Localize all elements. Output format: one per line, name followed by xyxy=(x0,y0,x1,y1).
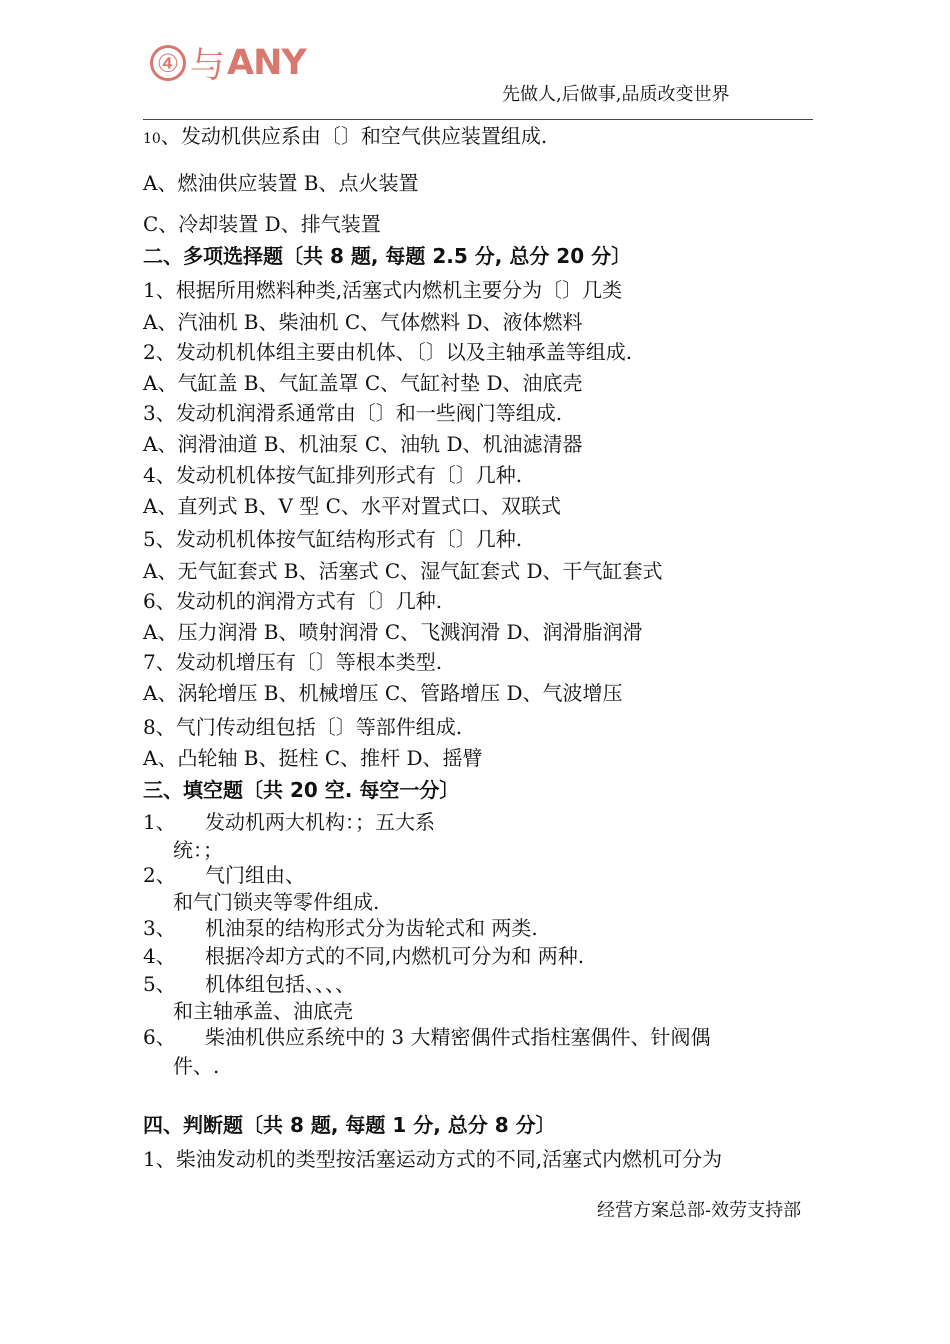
question-10 xyxy=(143,124,547,151)
logo-char: 与 xyxy=(190,46,226,86)
logo-glyph: ④ xyxy=(150,45,186,81)
fill-6-continuation: 件、. xyxy=(173,1054,220,1078)
question-10-options-1: A、燃油供应装置 B、点火装置 xyxy=(143,171,419,195)
fill-2-text: 气门组由、 xyxy=(205,863,305,887)
fill-1-number: 1、 xyxy=(143,810,176,834)
fill-1-text: 发动机两大机构：；五大系 xyxy=(205,810,435,834)
mc-question-2: 2、发动机机体组主要由机体、〔〕以及主轴承盖等组成. xyxy=(143,340,633,364)
question-10-options-2: C、冷却装置 D、排气装置 xyxy=(143,212,381,236)
fill-2-continuation: 和气门锁夹等零件组成. xyxy=(173,890,380,914)
fill-6-number: 6、 xyxy=(143,1025,176,1049)
mc-question-5: 5、发动机机体按气缸结构形式有〔〕几种. xyxy=(143,527,523,551)
footer-text: 经营方案总部-效劳支持部 xyxy=(597,1200,802,1221)
mc-question-3: 3、发动机润滑系通常由〔〕和一些阀门等组成. xyxy=(143,401,563,425)
section-3-heading: 三、填空题〔共 20 空. 每空一分〕 xyxy=(143,778,460,802)
mc-question-8-options: A、凸轮轴 B、挺柱 C、推杆 D、摇臂 xyxy=(143,746,483,770)
fill-5-number: 5、 xyxy=(143,972,176,996)
fill-3-number: 3、 xyxy=(143,916,176,940)
header-divider xyxy=(143,119,813,120)
mc-question-7: 7、发动机增压有〔〕等根本类型. xyxy=(143,650,443,674)
question-10-number: 10 xyxy=(143,131,161,147)
fill-6-text: 柴油机供应系统中的 3 大精密偶件式指柱塞偶件、针阀偶 xyxy=(205,1025,711,1049)
mc-question-7-options: A、涡轮增压 B、机械增压 C、管路增压 D、气波增压 xyxy=(143,681,623,705)
logo-text: ANY xyxy=(227,43,306,83)
mc-question-6-options: A、压力润滑 B、喷射润滑 C、飞溅润滑 D、润滑脂润滑 xyxy=(143,620,643,644)
mc-question-5-options: A、无气缸套式 B、活塞式 C、湿气缸套式 D、干气缸套式 xyxy=(143,559,663,583)
mc-question-1: 1、根据所用燃料种类,活塞式内燃机主要分为〔〕几类 xyxy=(143,278,623,302)
header-slogan: 先做人,后做事,品质改变世界 xyxy=(502,84,730,105)
fill-4-text: 根据冷却方式的不同,内燃机可分为和 两种. xyxy=(205,944,585,968)
section-4-heading: 四、判断题〔共 8 题, 每题 1 分, 总分 8 分〕 xyxy=(143,1113,556,1137)
mc-question-2-options: A、气缸盖 B、气缸盖罩 C、气缸衬垫 D、油底壳 xyxy=(143,371,583,395)
section-2-heading: 二、多项选择题〔共 8 题, 每题 2.5 分, 总分 20 分〕 xyxy=(143,244,632,268)
mc-question-8: 8、气门传动组包括〔〕等部件组成. xyxy=(143,715,463,739)
mc-question-4: 4、发动机机体按气缸排列形式有〔〕几种. xyxy=(143,463,523,487)
fill-3-text: 机油泵的结构形式分为齿轮式和 两类. xyxy=(205,916,538,940)
fill-4-number: 4、 xyxy=(143,944,176,968)
fill-1-continuation: 统：； xyxy=(173,838,223,862)
mc-question-1-options: A、汽油机 B、柴油机 C、气体燃料 D、液体燃料 xyxy=(143,310,583,334)
mc-question-3-options: A、润滑油道 B、机油泵 C、油轨 D、机油滤清器 xyxy=(143,432,583,456)
mc-question-4-options: A、直列式 B、V 型 C、水平对置式口、双联式 xyxy=(143,494,561,518)
question-10-text: 、发动机供应系由〔〕和空气供应装置组成. xyxy=(160,124,548,148)
fill-5-text: 机体组包括、、、、 xyxy=(205,972,355,996)
fill-5-continuation: 和主轴承盖、油底壳 xyxy=(173,999,353,1023)
mc-question-6: 6、发动机的润滑方式有〔〕几种. xyxy=(143,589,443,613)
company-logo xyxy=(150,38,306,88)
fill-2-number: 2、 xyxy=(143,863,176,887)
judge-question-1: 1、柴油发动机的类型按活塞运动方式的不同,活塞式内燃机可分为 xyxy=(143,1147,723,1171)
